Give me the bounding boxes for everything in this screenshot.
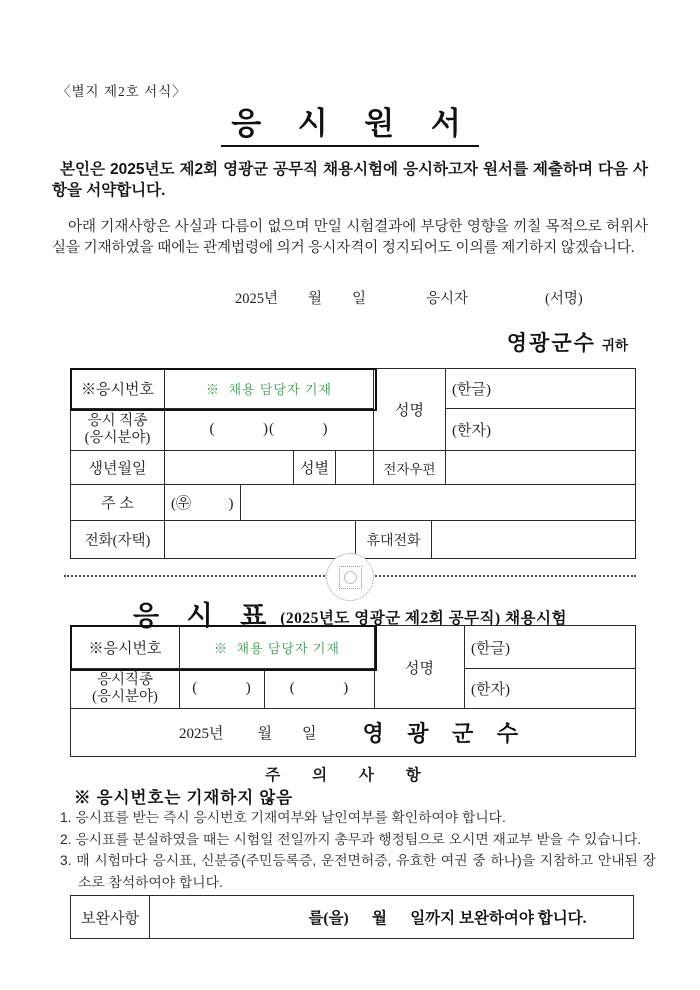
gender-label: 성별 [294, 451, 336, 485]
ticket-job-type-label: 응시직종 (응시분야) [71, 669, 180, 709]
page-title-wrap [0, 98, 700, 147]
recipient-name: 영광군수 [506, 331, 596, 355]
ticket-name-hanja-field: (한자) [465, 669, 635, 709]
exam-ticket-table [70, 625, 636, 757]
ticket-issue-line [71, 709, 635, 756]
notice-no-write: ※ 응시번호는 기재하지 않음 [74, 788, 294, 807]
mobile-phone-label: 휴대전화 [356, 521, 432, 558]
name-hangul-field: (한글) [446, 369, 635, 409]
notice-item-2: 2. 응시표를 분실하였을 때는 시험일 전일까지 총무과 행정팀으로 오시면 재교부 받을 수 있습니다. [60, 831, 642, 847]
postal-code-field: (㉾ ) [165, 485, 241, 521]
birthdate-field [165, 451, 294, 485]
ticket-job-field-2: ( ) [265, 669, 375, 709]
ticket-title-suffix: (2025년도 영광군 제2회 공무직) 채용시험 [280, 610, 567, 627]
email-field [446, 451, 635, 485]
mobile-phone-field [432, 521, 635, 558]
application-info-table [70, 368, 636, 559]
job-type-field: ( )( ) [165, 409, 374, 451]
notice-items [60, 807, 656, 893]
pledge-body: 아래 기재사항은 사실과 다름이 없으며 만일 시험결과에 부당한 영향을 끼칠 목적으로 허위사실을 기재하였을 때에는 관계법령에 의거 응시자격이 정지되어도 이의를 제기하지 않겠습니다. [52, 219, 648, 256]
name-label: 성명 [374, 369, 446, 451]
ticket-name-label: 성명 [375, 626, 465, 709]
seal-square [339, 566, 362, 589]
address-label: 주 소 [71, 485, 165, 521]
job-type-label: 응시 직종 (응시분야) [71, 409, 165, 451]
name-hanja-field: (한자) [446, 409, 635, 451]
form-number-tag: 〈별지 제2호 서식〉 [57, 84, 187, 99]
home-phone-field [165, 521, 356, 558]
date-year: 2025년 [235, 291, 279, 307]
date-month: 월 [308, 291, 323, 307]
staff-only-note: ※ 채용 담당자 기재 [206, 382, 332, 397]
supplement-table [70, 895, 634, 939]
ticket-exam-number-label: ※응시번호 [71, 626, 180, 669]
notice-item-3: 3. 매 시험마다 응시표, 신분증(주민등록증, 운전면허증, 유효한 여권 중 하나)을 지참하고 안내된 장소로 참석하여야 합니다. [60, 853, 656, 890]
recipient-line [0, 327, 628, 357]
address-field [241, 485, 635, 521]
issuer-name: 영 광 군 수 [362, 721, 527, 746]
ticket-staff-only-note: ※ 채용 담당자 기재 [214, 640, 340, 656]
issue-month: 월 [257, 726, 272, 742]
ticket-name-hangul-field: (한글) [465, 626, 635, 669]
date-signature-line [0, 287, 700, 305]
notice-heading: 주 의 사 항 [265, 767, 435, 784]
supplement-text: 를(을) 월 일까지 보완하여야 합니다. [308, 910, 587, 927]
exam-number-label: ※응시번호 [71, 369, 165, 409]
ticket-exam-number-field [180, 626, 375, 669]
applicant-label: 응시자 [426, 291, 469, 307]
notice-item-1: 1. 응시표를 받는 즉시 응시번호 기재여부와 날인여부를 확인하여야 합니다. [60, 810, 506, 825]
gender-field [336, 451, 374, 485]
ticket-title: 응 시 표 [133, 601, 277, 631]
birthdate-label: 생년월일 [71, 451, 165, 485]
issue-year: 2025년 [178, 726, 224, 742]
recipient-honorific: 귀하 [601, 338, 628, 353]
home-phone-label: 전화(자택) [71, 521, 165, 558]
date-day: 일 [352, 291, 367, 307]
exam-number-field [165, 369, 374, 409]
page-title: 응 시 원 서 [221, 98, 479, 147]
seal-core [344, 571, 357, 584]
email-label: 전자우편 [374, 451, 446, 485]
signature-label: (서명) [545, 291, 583, 307]
issue-day: 일 [301, 726, 317, 742]
pledge-statement: 본인은 2025년도 제2회 영광군 공무직 채용시험에 응시하고자 원서를 제출하며 다음 사항을 서약합니다. [52, 161, 648, 199]
supplement-label: 보완사항 [71, 896, 150, 938]
ticket-job-field-1: ( ) [180, 669, 265, 709]
